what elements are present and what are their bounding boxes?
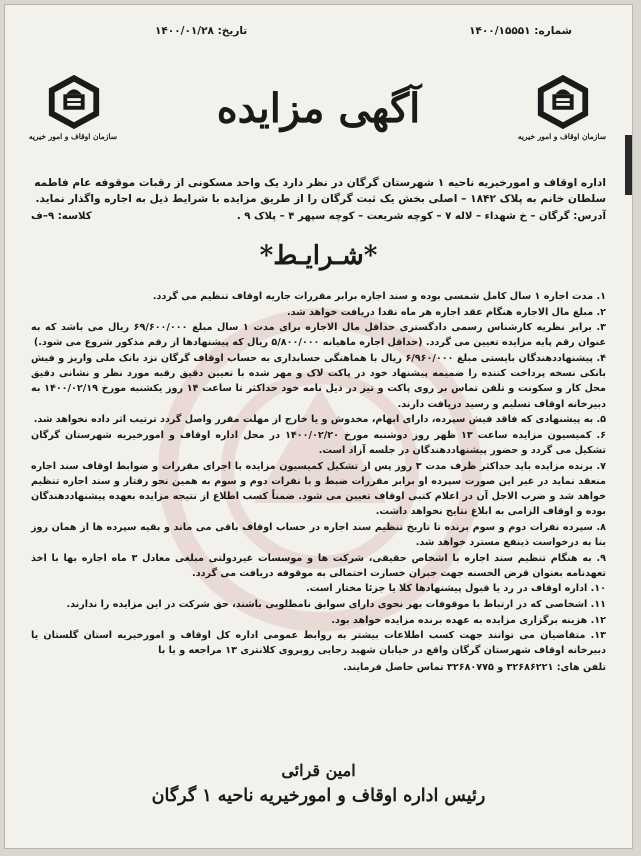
file-class: کلاسه: ۹–ف [31,211,92,222]
condition-item: ۱. مدت اجاره ۱ سال کامل شمسی بوده و سند اجاره برابر مقررات جاریه اوقاف تنظیم می گردد. [152,291,606,302]
condition-item: ۹. به هنگام تنظیم سند اجاره با اشخاص حقیقی، شرکت ها و موسسات غیردولتی مبلغی معادل ۳ ماه اجاره بها با اخذ تعهدنامه بعنوان قرض الحسنه جهت جبران خسارت احتمالی به موقوفه دریافت می گردد. [31,552,606,579]
logo-caption: سازمان اوقاف و امور خیریه [517,132,606,141]
contact-phones: تلفن های: ۳۲۶۸۶۲۲۱ و ۳۲۶۸۰۷۷۵ تماس حاصل فرمایند. [343,661,606,673]
condition-item: ۴. پیشنهاددهندگان بایستی مبلغ ۶/۹۶۰/۰۰۰ ریال با هماهنگی حسابداری به حساب اوقاف گرگان نزد بانک ملی واریز و فیش بانکی نسخه پرداخت کننده را ضمیمه پیشنهاد خود در پاکت لاک و مهر شده با تعیین دقیق رقبه مورد نظر و نشانی دقیق محل کار و سکونت و تلفن تماس بر روی پاکت و تیز در ذیل نامه خود حداکثر تا ساعت ۱۴ روز یکشنبه مورخ ۱۴۰۰/۰۲/۱۹ به دبیرخانه اوقاف تسلیم و رسید دریافت دارند. [31,352,607,410]
condition-item: ۳. برابر نظریه کارشناس رسمی دادگستری حداقل مال الاجاره برای مدت ۱ سال مبلغ ۶۹/۶۰۰/۰۰۰ ریال می باشد که به عنوان رقم پایه مزایده تعیین می گردد. (حداقل اجاره ماهیانه ۵/۸۰۰/۰۰۰ ریال که پیشنهادها از رقم مذکور شروع می شود.) [31,322,606,349]
page-edge-strip [625,135,633,195]
property-address: آدرس: گرگان – خ شهداء – لاله ۷ – کوچه شریعت – کوچه سپهر ۴ – پلاک ۹ . [236,211,606,222]
notice-intro: اداره اوقاف و امورخیریه ناحیه ۱ شهرستان گرگان در نظر دارد یک واحد مسکونی از رقبات موقوفه عام فاطمه سلطان خانم به پلاک ۱۸۴۲ – اصلی بخش یک ثبت گرگان را از طریق مزایده با شرایط ذیل به اجاره واگذار نماید. [34,177,606,205]
signature-block [5,761,632,806]
address-row [31,211,606,227]
condition-item: ۱۲. هزینه برگزاری مزایده به عهده برنده مزایده خواهد بود. [331,614,606,626]
letter-date: تاریخ: ۱۴۰۰/۰۱/۲۸ [155,25,248,37]
condition-item: ۶. کمیسیون مزایده ساعت ۱۳ ظهر روز دوشنبه مورخ ۱۴۰۰/۰۲/۲۰ در محل اداره اوقاف و امورخیریه شهرستان گرگان تشکیل می گردد و حضور پیشنهاددهندگان در جلسه آزاد است. [31,429,606,456]
logo-caption: سازمان اوقاف و امور خیریه [28,132,117,141]
condition-item: ۸. سپرده نفرات دوم و سوم برنده تا تاریخ تنظیم سند اجاره در حساب اوقاف باقی می ماند و بقیه سپرده ها از همان روز بنا به درخواست ذینفع مسترد خواهد شد. [31,521,606,548]
conditions-title: *شـرایـط* [259,241,378,271]
condition-item: ۷. برنده مزایده باید حداکثر ظرف مدت ۳ روز پس از تشکیل کمیسیون مزایده با اجرای مقررات و ضوابط اوقاف سند اجاره منعقد نماید در غیر این صورت سپرده او برابر مقررات ضبط و با نفرات دوم و سوم به همین نحو رفتار و سند اجاره تنظیم خواهد شد و ضرب الاجل آن در اعلام کتبی اوقاف تعیین می شود. ضمناً کسب اطلاع از نتیجه مزایده بعهده پیشنهاددهندگان بوده و اوقاف الزامی به ابلاغ نتایج نخواهد داشت. [31,460,607,518]
signatory-name: امین قرائی [281,761,356,780]
condition-item: ۵. به پیشنهادی که فاقد فیش سپرده، دارای ابهام، مخدوش و یا خارج از مهلت مقرر واصل گردد ترتیب اثر داده نخواهد شد. [33,414,606,426]
condition-item: ۱۳. متقاضیان می توانند جهت کسب اطلاعات بیشتر به روابط عمومی اداره کل اوقاف و امورخیریه استان گلستان یا دبیرخانه اوقاف شهرستان گرگان واقع در خیابان شهید رجایی روبروی کلانتری ۱۳ مراجعه و یا با [31,630,606,657]
condition-item: ۱۰. اداره اوقاف در رد یا قبول پیشنهادها کلا یا جزئا مختار است. [306,583,606,595]
condition-item: ۱۱. اشخاصی که در ارتباط با موقوفات بهر نحوی دارای سوابق نامطلوبی باشند، حق شرکت در این مزایده را ندارند. [66,598,606,610]
notice-title: آگهی مزایده [216,85,421,132]
conditions-list [31,289,606,675]
auction-notice-page [4,4,633,849]
letter-number: شماره: ۱۴۰۰/۱۵۵۵۱ [469,25,572,37]
condition-item: ۲. مبلغ مال الاجاره هنگام عقد اجاره هر ماه نقدا دریافت خواهد شد. [287,306,606,318]
signatory-role: رئیس اداره اوقاف و امورخیریه ناحیه ۱ گرگان [151,786,486,806]
